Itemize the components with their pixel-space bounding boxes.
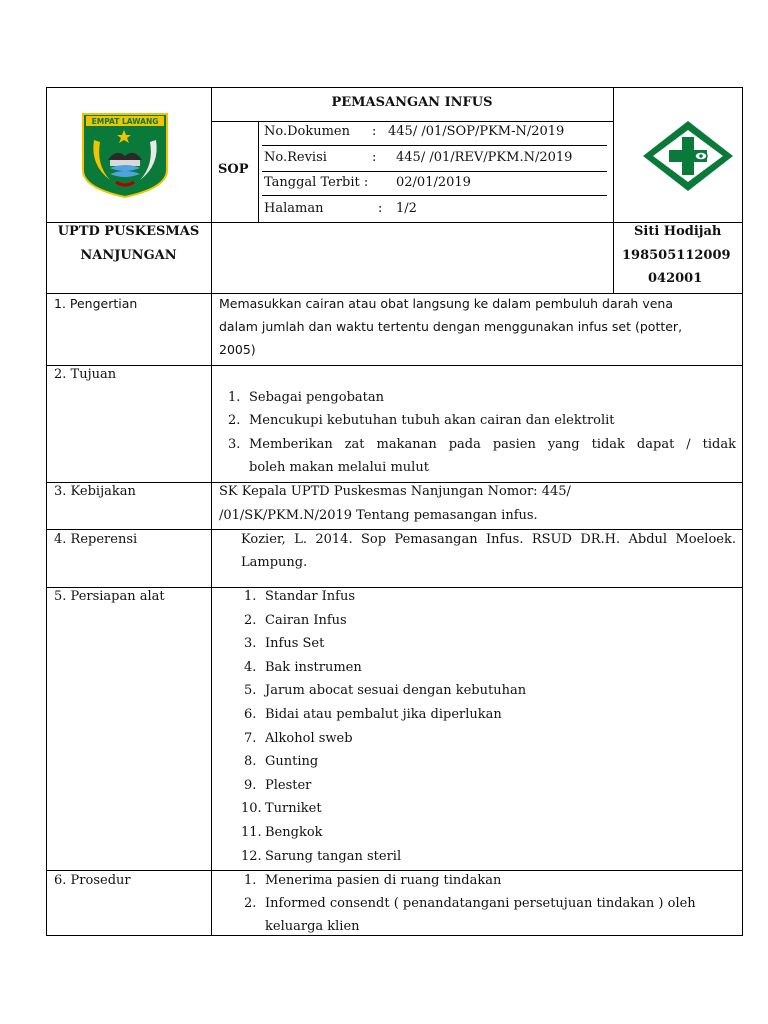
- section-label-referensi: 4. Reperensi: [54, 532, 138, 547]
- field-value-no-dokumen: 445/ /01/SOP/PKM-N/2019: [388, 124, 565, 139]
- section-label-pengertian: 1. Pengertian: [54, 296, 138, 311]
- section-label-tujuan: 2. Tujuan: [54, 367, 117, 382]
- referensi-line: Lampung.: [241, 555, 308, 570]
- field-underline: [262, 195, 607, 196]
- list-item: Sebagai pengobatan: [249, 390, 384, 405]
- border-top: [46, 87, 743, 88]
- field-value-tanggal-terbit: 02/01/2019: [396, 175, 471, 190]
- list-item: Bengkok: [265, 825, 323, 840]
- list-item: Alkohol sweb: [265, 731, 353, 746]
- field-sep: :: [378, 201, 383, 216]
- list-item-num: 1.: [244, 589, 257, 604]
- border-right: [742, 87, 743, 936]
- list-item: Sarung tangan steril: [265, 849, 402, 864]
- kebijakan-line: /01/SK/PKM.N/2019 Tentang pemasangan infus.: [219, 508, 538, 523]
- border-left: [46, 87, 47, 936]
- field-label-no-revisi: No.Revisi: [264, 150, 327, 165]
- list-item: Mencukupi kebutuhan tubuh akan cairan dan elektrolit: [249, 413, 615, 428]
- list-item: Plester: [265, 778, 312, 793]
- list-item-num: 9.: [244, 778, 257, 793]
- list-item-num: 6.: [244, 707, 257, 722]
- list-item-num: 2.: [244, 613, 257, 628]
- divider-inst-left: [211, 222, 212, 294]
- pengertian-line: Memasukkan cairan atau obat langsung ke dalam pembuluh darah vena: [219, 296, 673, 311]
- list-item-num: 8.: [244, 754, 257, 769]
- sop-label: SOP: [218, 162, 249, 177]
- list-item-num: 7.: [244, 731, 257, 746]
- divider-row: [46, 365, 743, 366]
- divider-title: [211, 121, 613, 122]
- border-bottom: [46, 935, 743, 936]
- list-item: Gunting: [265, 754, 319, 769]
- field-value-halaman: 1/2: [396, 201, 417, 216]
- list-item-num: 2.: [228, 413, 241, 428]
- pengertian-line: 2005): [219, 342, 256, 357]
- field-underline: [262, 171, 607, 172]
- divider-sop: [258, 121, 259, 222]
- list-item: Bidai atau pembalut jika diperlukan: [265, 707, 502, 722]
- field-label-tanggal-terbit: Tanggal Terbit :: [264, 175, 369, 190]
- list-item: Menerima pasien di ruang tindakan: [265, 873, 502, 888]
- list-item-num: 5.: [244, 683, 257, 698]
- empat-lawang-logo: [80, 110, 170, 198]
- divider-row: [46, 870, 743, 871]
- signer-nip: 198505112009: [622, 248, 731, 263]
- field-label-halaman: Halaman: [264, 201, 324, 216]
- list-item: Infus Set: [265, 636, 325, 651]
- divider-right-logo: [613, 87, 614, 222]
- divider-inst: [46, 293, 743, 294]
- kebijakan-line: SK Kepala UPTD Puskesmas Nanjungan Nomor: 445/: [219, 484, 571, 499]
- field-sep: :: [372, 150, 377, 165]
- list-item: Bak instrumen: [265, 660, 362, 675]
- divider-row: [46, 529, 743, 530]
- svg-text:EMPAT LAWANG: EMPAT LAWANG: [91, 117, 159, 126]
- list-item: Informed consendt ( penandatangani persetujuan tindakan ) oleh: [265, 896, 696, 911]
- list-item-cont: boleh makan melalui mulut: [249, 460, 429, 475]
- field-sep: :: [372, 124, 377, 139]
- section-label-prosedur: 6. Prosedur: [54, 873, 131, 888]
- signer-name: Siti Hodijah: [634, 224, 722, 239]
- list-item-num: 1.: [244, 873, 257, 888]
- section-label-alat: 5. Persiapan alat: [54, 589, 165, 604]
- list-item-num: 3.: [228, 437, 241, 452]
- field-value-no-revisi: 445/ /01/REV/PKM.N/2019: [396, 150, 573, 165]
- puskesmas-logo: [641, 119, 735, 193]
- list-item: Jarum abocat sesuai dengan kebutuhan: [265, 683, 527, 698]
- pengertian-line: dalam jumlah dan waktu tertentu dengan menggunakan infus set (potter,: [219, 319, 683, 334]
- list-item-num: 12.: [241, 849, 262, 864]
- list-item-num: 3.: [244, 636, 257, 651]
- institution-line2: NANJUNGAN: [80, 248, 177, 263]
- section-label-kebijakan: 3. Kebijakan: [54, 484, 136, 499]
- list-item-num: 4.: [244, 660, 257, 675]
- document-title: PEMASANGAN INFUS: [331, 95, 493, 110]
- divider-body-col: [211, 293, 212, 936]
- list-item-num: 10.: [241, 801, 262, 816]
- list-item: Cairan Infus: [265, 613, 347, 628]
- signer-nip: 042001: [648, 271, 703, 286]
- list-item: Turniket: [265, 801, 322, 816]
- institution-line1: UPTD PUSKESMAS: [57, 224, 200, 239]
- list-item: Standar Infus: [265, 589, 356, 604]
- list-item-num: 1.: [228, 390, 241, 405]
- list-item: Memberikan zat makanan pada pasien yang tidak dapat / tidak: [249, 437, 736, 452]
- list-item-cont: keluarga klien: [265, 919, 360, 934]
- field-underline: [262, 145, 607, 146]
- referensi-line: Kozier, L. 2014. Sop Pemasangan Infus. RSUD DR.H. Abdul Moeloek.: [241, 532, 736, 547]
- divider-inst-right: [613, 222, 614, 294]
- field-label-no-dokumen: No.Dokumen: [264, 124, 350, 139]
- list-item-num: 2.: [244, 896, 257, 911]
- list-item-num: 11.: [241, 825, 262, 840]
